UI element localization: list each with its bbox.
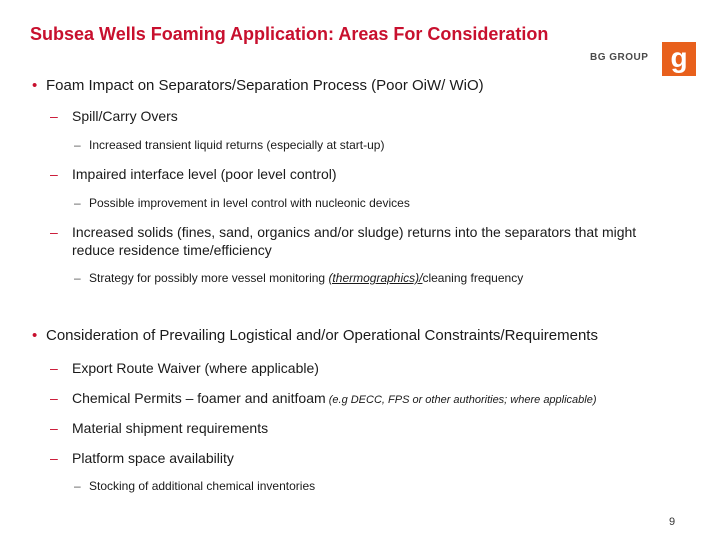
- bullet-marker: –: [50, 108, 58, 124]
- bullet-spill-carry-overs: [50, 108, 178, 124]
- bullet-chemical-permits: [50, 390, 597, 406]
- bullet-marker: –: [74, 479, 81, 493]
- bullet-text: Impaired interface level (poor level control): [72, 166, 337, 182]
- bullet-note: (e.g DECC, FPS or other authorities; where applicable): [325, 394, 597, 406]
- bullet-increased-solids-continued: reduce residence time/efficiency: [72, 242, 272, 258]
- company-logo-text: BG GROUP: [590, 52, 649, 63]
- logo-glyph: g: [670, 42, 688, 73]
- slide-title: Subsea Wells Foaming Application: Areas For Consideration: [30, 24, 549, 44]
- bullet-material-shipment: [50, 420, 268, 436]
- company-logo-icon: [662, 42, 696, 76]
- bullet-text: Stocking of additional chemical inventories: [89, 479, 316, 493]
- bullet-logistical-constraints: [32, 327, 598, 344]
- bullet-text: Possible improvement in level control with nucleonic devices: [89, 196, 410, 210]
- bullet-transient-liquid-returns: [74, 138, 384, 152]
- bullet-nucleonic-devices: [74, 196, 410, 210]
- bullet-text: Material shipment requirements: [72, 420, 269, 436]
- bullet-text: Strategy for possibly more vessel monitoring: [89, 271, 329, 285]
- bullet-marker: –: [74, 271, 81, 285]
- bullet-text: Chemical Permits – foamer and anitfoam: [72, 390, 326, 406]
- bullet-marker: –: [74, 138, 81, 152]
- bullet-marker: –: [50, 224, 58, 240]
- bullet-vessel-monitoring: [74, 271, 523, 285]
- bullet-text: Foam Impact on Separators/Separation Process (Poor OiW/ WiO): [46, 77, 484, 94]
- bullet-marker: –: [74, 196, 81, 210]
- bullet-text: Increased solids (fines, sand, organics and/or sludge) returns into the separators that might: [72, 224, 637, 240]
- bullet-marker: –: [50, 390, 58, 406]
- bullet-text: Increased transient liquid returns (especially at start-up): [89, 138, 385, 152]
- bullet-chemical-inventories: [74, 479, 315, 493]
- bullet-marker: –: [50, 166, 58, 182]
- bullet-marker: –: [50, 450, 58, 466]
- bullet-text: Consideration of Prevailing Logistical and/or Operational Constraints/Requirements: [46, 327, 598, 344]
- bullet-impaired-interface-level: [50, 166, 337, 182]
- bullet-text: Spill/Carry Overs: [72, 108, 178, 124]
- bullet-text-underlined: (thermographics)/: [328, 271, 423, 285]
- bullet-text-end: cleaning frequency: [422, 271, 524, 285]
- bullet-increased-solids: [50, 224, 636, 240]
- bullet-marker: –: [50, 360, 58, 376]
- bullet-marker: •: [32, 327, 38, 344]
- bullet-foam-impact: [32, 77, 484, 94]
- bullet-marker: •: [32, 77, 38, 94]
- bullet-text: Platform space availability: [72, 450, 234, 466]
- bullet-platform-space: [50, 450, 234, 466]
- bullet-text: Export Route Waiver (where applicable): [72, 360, 319, 376]
- bullet-marker: –: [50, 420, 58, 436]
- bullet-export-route-waiver: [50, 360, 319, 376]
- page-number: 9: [669, 516, 676, 528]
